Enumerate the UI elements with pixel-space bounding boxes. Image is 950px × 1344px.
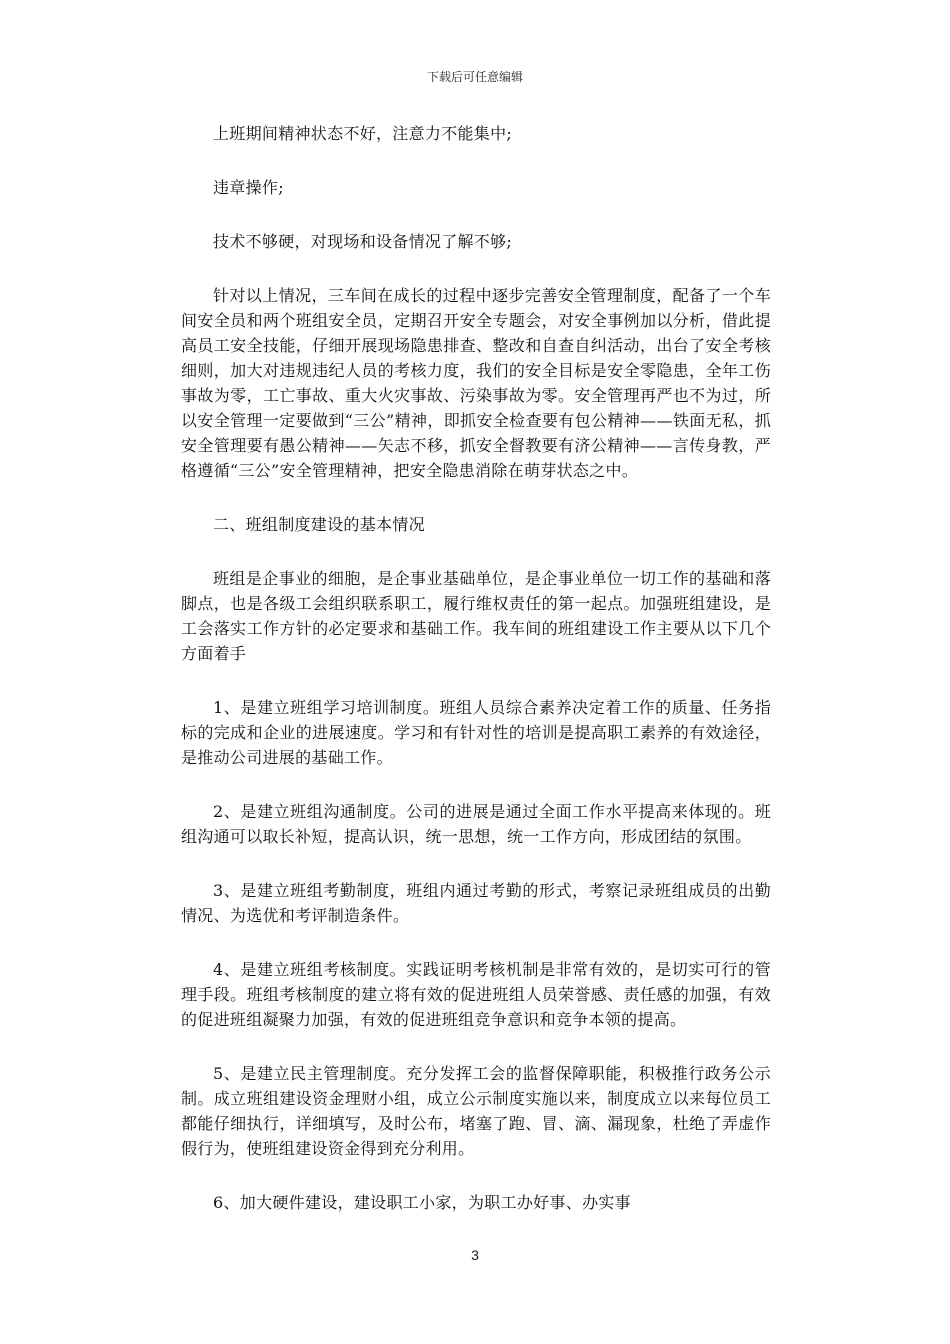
paragraph-3: 技术不够硬，对现场和设备情况了解不够; xyxy=(213,232,513,251)
list-item-3: 3、是建立班组考勤制度，班组内通过考勤的形式，考察记录班组成员的出勤情况、为选优和考评制造条件。 xyxy=(181,881,771,925)
page-header: 下载后可任意编辑 xyxy=(426,70,523,84)
page-number: 3 xyxy=(471,1247,479,1263)
list-item-4: 4、是建立班组考核制度。实践证明考核机制是非常有效的，是切实可行的管理手段。班组考核制度的建立将有效的促进班组人员荣誉感、责任感的加强，有效的促进班组凝聚力加强，有效的促进班组竞争意识和竞争本领的提高。 xyxy=(181,960,771,1029)
document-body xyxy=(181,121,771,1244)
paragraph-team-building: 班组是企事业的细胞，是企事业基础单位，是企事业单位一切工作的基础和落脚点，也是各级工会组织联系职工，履行维权责任的第一起点。加强班组建设，是工会落实工作方针的必定要求和基础工作。我车间的班组建设工作主要从以下几个方面着手 xyxy=(181,569,771,663)
list-item-2: 2、是建立班组沟通制度。公司的进展是通过全面工作水平提高来体现的。班组沟通可以取长补短，提高认识，统一思想，统一工作方向，形成团结的氛围。 xyxy=(181,802,771,846)
list-item-5: 5、是建立民主管理制度。充分发挥工会的监督保障职能，积极推行政务公示制。成立班组建设资金理财小组，成立公示制度实施以来，制度成立以来每位员工都能仔细执行，详细填写，及时公布，堵塞了跑、冒、滴、漏现象，杜绝了弄虚作假行为，使班组建设资金得到充分利用。 xyxy=(181,1064,771,1158)
paragraph-safety-management: 针对以上情况，三车间在成长的过程中逐步完善安全管理制度，配备了一个车间安全员和两个班组安全员，定期召开安全专题会，对安全事例加以分析，借此提高员工安全技能，仔细开展现场隐患排查、整改和自查自纠活动，出台了安全考核细则，加大对违规违纪人员的考核力度，我们的安全目标是安全零隐患，全年工伤事故为零，工亡事故、重大火灾事故、污染事故为零。安全管理再严也不为过，所以安全管理一定要做到“三公”精神，即抓安全检查要有包公精神——铁面无私，抓安全管理要有愚公精神——矢志不移，抓安全督教要有济公精神——言传身教，严格遵循“三公”安全管理精神，把安全隐患消除在萌芽状态之中。 xyxy=(181,286,771,480)
paragraph-2: 违章操作; xyxy=(213,178,284,197)
list-item-6: 6、加大硬件建设，建设职工小家，为职工办好事、办实事 xyxy=(213,1193,631,1212)
section-heading: 二、班组制度建设的基本情况 xyxy=(213,515,425,534)
paragraph-1: 上班期间精神状态不好，注意力不能集中; xyxy=(213,124,513,143)
list-item-1: 1、是建立班组学习培训制度。班组人员综合素养决定着工作的质量、任务指标的完成和企业的进展速度。学习和有针对性的培训是提高职工素养的有效途径，是推动公司进展的基础工作。 xyxy=(181,698,771,767)
